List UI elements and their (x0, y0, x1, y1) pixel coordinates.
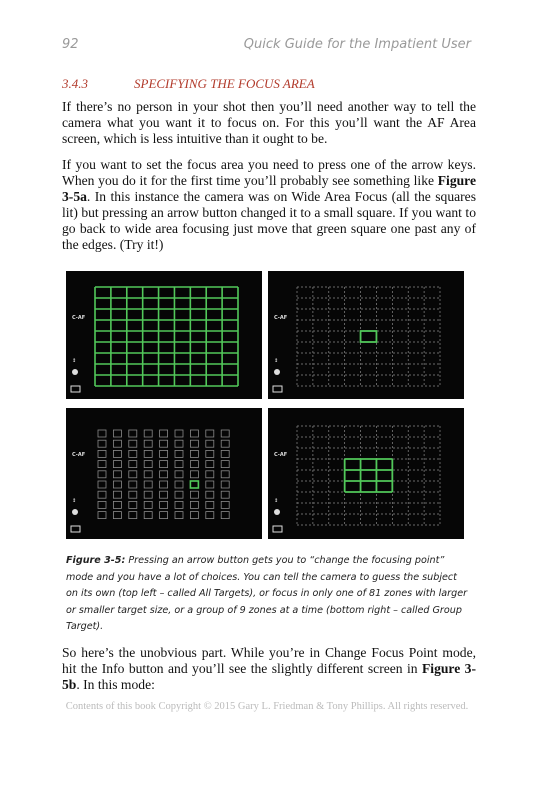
target-icon (71, 526, 80, 532)
af-point (190, 461, 198, 468)
af-point (98, 450, 106, 457)
af-point (144, 512, 152, 519)
af-point (144, 430, 152, 437)
af-point (175, 450, 183, 457)
af-point (113, 491, 121, 498)
af-point (160, 481, 168, 488)
af-point (98, 440, 106, 447)
figure-caption (66, 553, 470, 636)
af-point (175, 461, 183, 468)
af-point (129, 501, 137, 508)
af-point (98, 491, 106, 498)
paragraph-unobvious (62, 645, 476, 693)
af-point (113, 450, 121, 457)
arrows-icon: ↕ (274, 358, 279, 364)
section-title: SPECIFYING THE FOCUS AREA (134, 76, 315, 91)
af-point (221, 481, 229, 488)
af-point (221, 501, 229, 508)
af-point (129, 461, 137, 468)
af-mode-label: C-AF (72, 315, 86, 321)
af-point (129, 471, 137, 478)
af-point (175, 471, 183, 478)
af-point (160, 440, 168, 447)
af-mode-label: C-AF (274, 452, 288, 458)
af-point (221, 471, 229, 478)
af-point (160, 430, 168, 437)
af-point (144, 491, 152, 498)
af-point (221, 440, 229, 447)
af-point (206, 481, 214, 488)
page-header (62, 37, 471, 55)
af-point (221, 430, 229, 437)
screen-group-target (268, 408, 464, 539)
af-point (175, 481, 183, 488)
arrows-icon: ↕ (72, 498, 77, 504)
target-icon (273, 386, 282, 392)
af-point (190, 471, 198, 478)
af-point (129, 430, 137, 437)
caption-label: Figure 3-5: (66, 555, 126, 566)
af-point (144, 501, 152, 508)
af-point (206, 430, 214, 437)
copyright-footer: Contents of this book Copyright © 2015 Gary L. Friedman & Tony Phillips. All rights reserved. (65, 701, 469, 712)
af-point (221, 512, 229, 519)
face-icon (274, 509, 280, 515)
af-point (206, 450, 214, 457)
af-point (175, 501, 183, 508)
screen-small-target (66, 408, 262, 539)
af-point (113, 471, 121, 478)
arrows-icon: ↕ (72, 358, 77, 364)
af-mode-label: C-AF (72, 452, 86, 458)
paragraph-intro: If there’s no person in your shot then you’ll need another way to tell the camera what you want it to focus on. For this you’ll want the AF Area screen, which is less intuitive than it ought to be. (62, 99, 476, 146)
af-point (129, 440, 137, 447)
running-title: Quick Guide for the Impatient User (243, 37, 471, 52)
af-point (190, 450, 198, 457)
paragraph-text: . In this mode: (76, 677, 155, 692)
af-point (98, 461, 106, 468)
page-number: 92 (62, 37, 79, 52)
face-icon (274, 369, 280, 375)
af-point (221, 461, 229, 468)
target-icon (273, 526, 282, 532)
paragraph-text: If you want to set the focus area you need to press one of the arrow keys. When you do it for the first time you’ll probably see something like (62, 157, 476, 188)
paragraph-text: So here’s the unobvious part. While you’re in Change Focus Point mode, hit the Info button and you’ll see the slightly different screen in (62, 645, 476, 676)
af-point (160, 450, 168, 457)
af-point (190, 491, 198, 498)
face-icon (72, 369, 78, 375)
af-point (160, 461, 168, 468)
af-point (113, 461, 121, 468)
screen-all-targets (66, 271, 262, 399)
af-point (175, 430, 183, 437)
af-point (98, 512, 106, 519)
af-point (144, 450, 152, 457)
af-point (190, 512, 198, 519)
paragraph-focus-area (62, 157, 476, 253)
figure-reference: Figure 3-5b (62, 661, 476, 692)
section-number: 3.4.3 (62, 76, 88, 91)
screen-single-target (268, 271, 464, 399)
af-point (206, 471, 214, 478)
af-point (206, 461, 214, 468)
af-point (98, 481, 106, 488)
af-point (160, 501, 168, 508)
af-point (160, 491, 168, 498)
af-point (144, 471, 152, 478)
af-point (144, 461, 152, 468)
af-point (221, 491, 229, 498)
af-point (113, 440, 121, 447)
af-point (206, 512, 214, 519)
af-point (160, 512, 168, 519)
af-point (129, 481, 137, 488)
af-point (175, 440, 183, 447)
af-point (221, 450, 229, 457)
af-point (175, 512, 183, 519)
af-point (113, 512, 121, 519)
af-mode-label: C-AF (274, 315, 288, 321)
af-point (98, 501, 106, 508)
af-point (206, 501, 214, 508)
af-point (129, 450, 137, 457)
selected-af-point (190, 481, 198, 488)
section-heading (62, 76, 482, 92)
af-point (129, 491, 137, 498)
af-point (98, 471, 106, 478)
paragraph-text: . In this instance the camera was on Wide Area Focus (all the squares lit) but pressing an arrow button changed it to a small square. If you want to go back to wide area focusing just move that green square one past any of the edges. (Try it!) (62, 189, 476, 252)
af-point (98, 430, 106, 437)
af-point (175, 491, 183, 498)
af-point (113, 430, 121, 437)
af-point (160, 471, 168, 478)
af-point (206, 491, 214, 498)
af-point (113, 501, 121, 508)
caption-text: Pressing an arrow button gets you to “change the focusing point” mode and you have a lot of choices. You can tell the camera to guess the subject on its own (top left – called All Targets), or focus in only one of 81 zones with larger or smaller target size, or a group of 9 zones at a time (bottom right – called Group Target). (66, 555, 468, 632)
af-point (190, 440, 198, 447)
face-icon (72, 509, 78, 515)
af-point (129, 512, 137, 519)
af-point (206, 440, 214, 447)
arrows-icon: ↕ (274, 498, 279, 504)
af-point (113, 481, 121, 488)
af-point (144, 481, 152, 488)
af-point (144, 440, 152, 447)
figure-reference: Figure 3-5a (62, 173, 476, 204)
selected-af-point (361, 331, 377, 342)
target-icon (71, 386, 80, 392)
af-point (190, 501, 198, 508)
af-point (190, 430, 198, 437)
